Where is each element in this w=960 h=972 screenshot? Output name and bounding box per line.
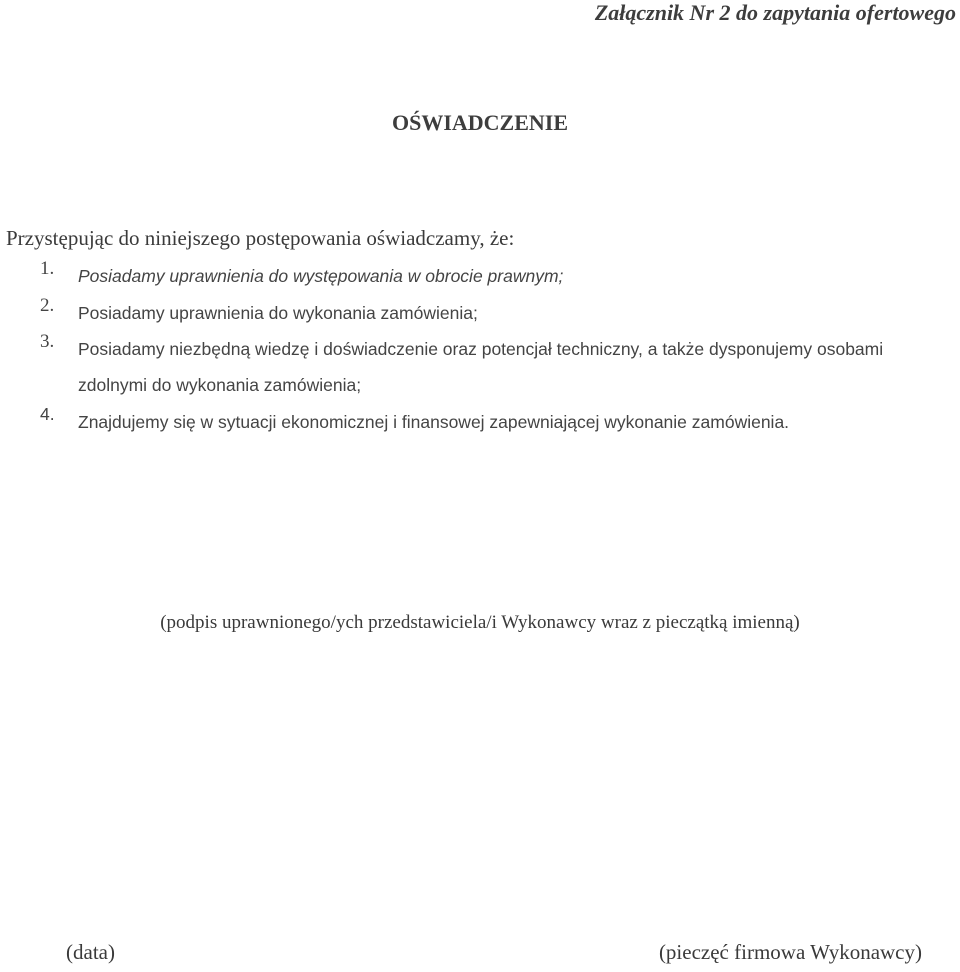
annex-heading: Załącznik Nr 2 do zapytania ofertowego <box>594 0 956 25</box>
list-item-number: 2. <box>40 295 55 316</box>
company-stamp-caption: (pieczęć firmowa Wykonawcy) <box>658 940 922 964</box>
list-item-text: Znajdujemy się w sytuacji ekonomicznej i finansowej zapewniającej wykonanie zamówienia. <box>78 412 790 432</box>
list-item-number: 4. <box>40 404 55 424</box>
list-item-text: Posiadamy uprawnienia do wykonania zamówienia; <box>78 303 478 323</box>
signature-caption: (podpis uprawnionego/ych przedstawiciela/i Wykonawcy wraz z pieczątką imienną) <box>160 612 800 633</box>
list-item-text: Posiadamy uprawnienia do występowania w obrocie prawnym; <box>78 266 564 286</box>
document-title: OŚWIADCZENIE <box>391 110 569 135</box>
list-item-number: 1. <box>40 258 55 279</box>
list-item-number: 3. <box>40 331 55 352</box>
list-item-text: Posiadamy niezbędną wiedzę i doświadczenie oraz potencjał techniczny, a także dysponujemy osobami zdolnymi do wykonania zamówienia; <box>78 339 884 395</box>
date-caption: (data) <box>66 940 115 964</box>
intro-statement: Przystępując do niniejszego postępowania oświadczamy, że: <box>6 226 515 250</box>
